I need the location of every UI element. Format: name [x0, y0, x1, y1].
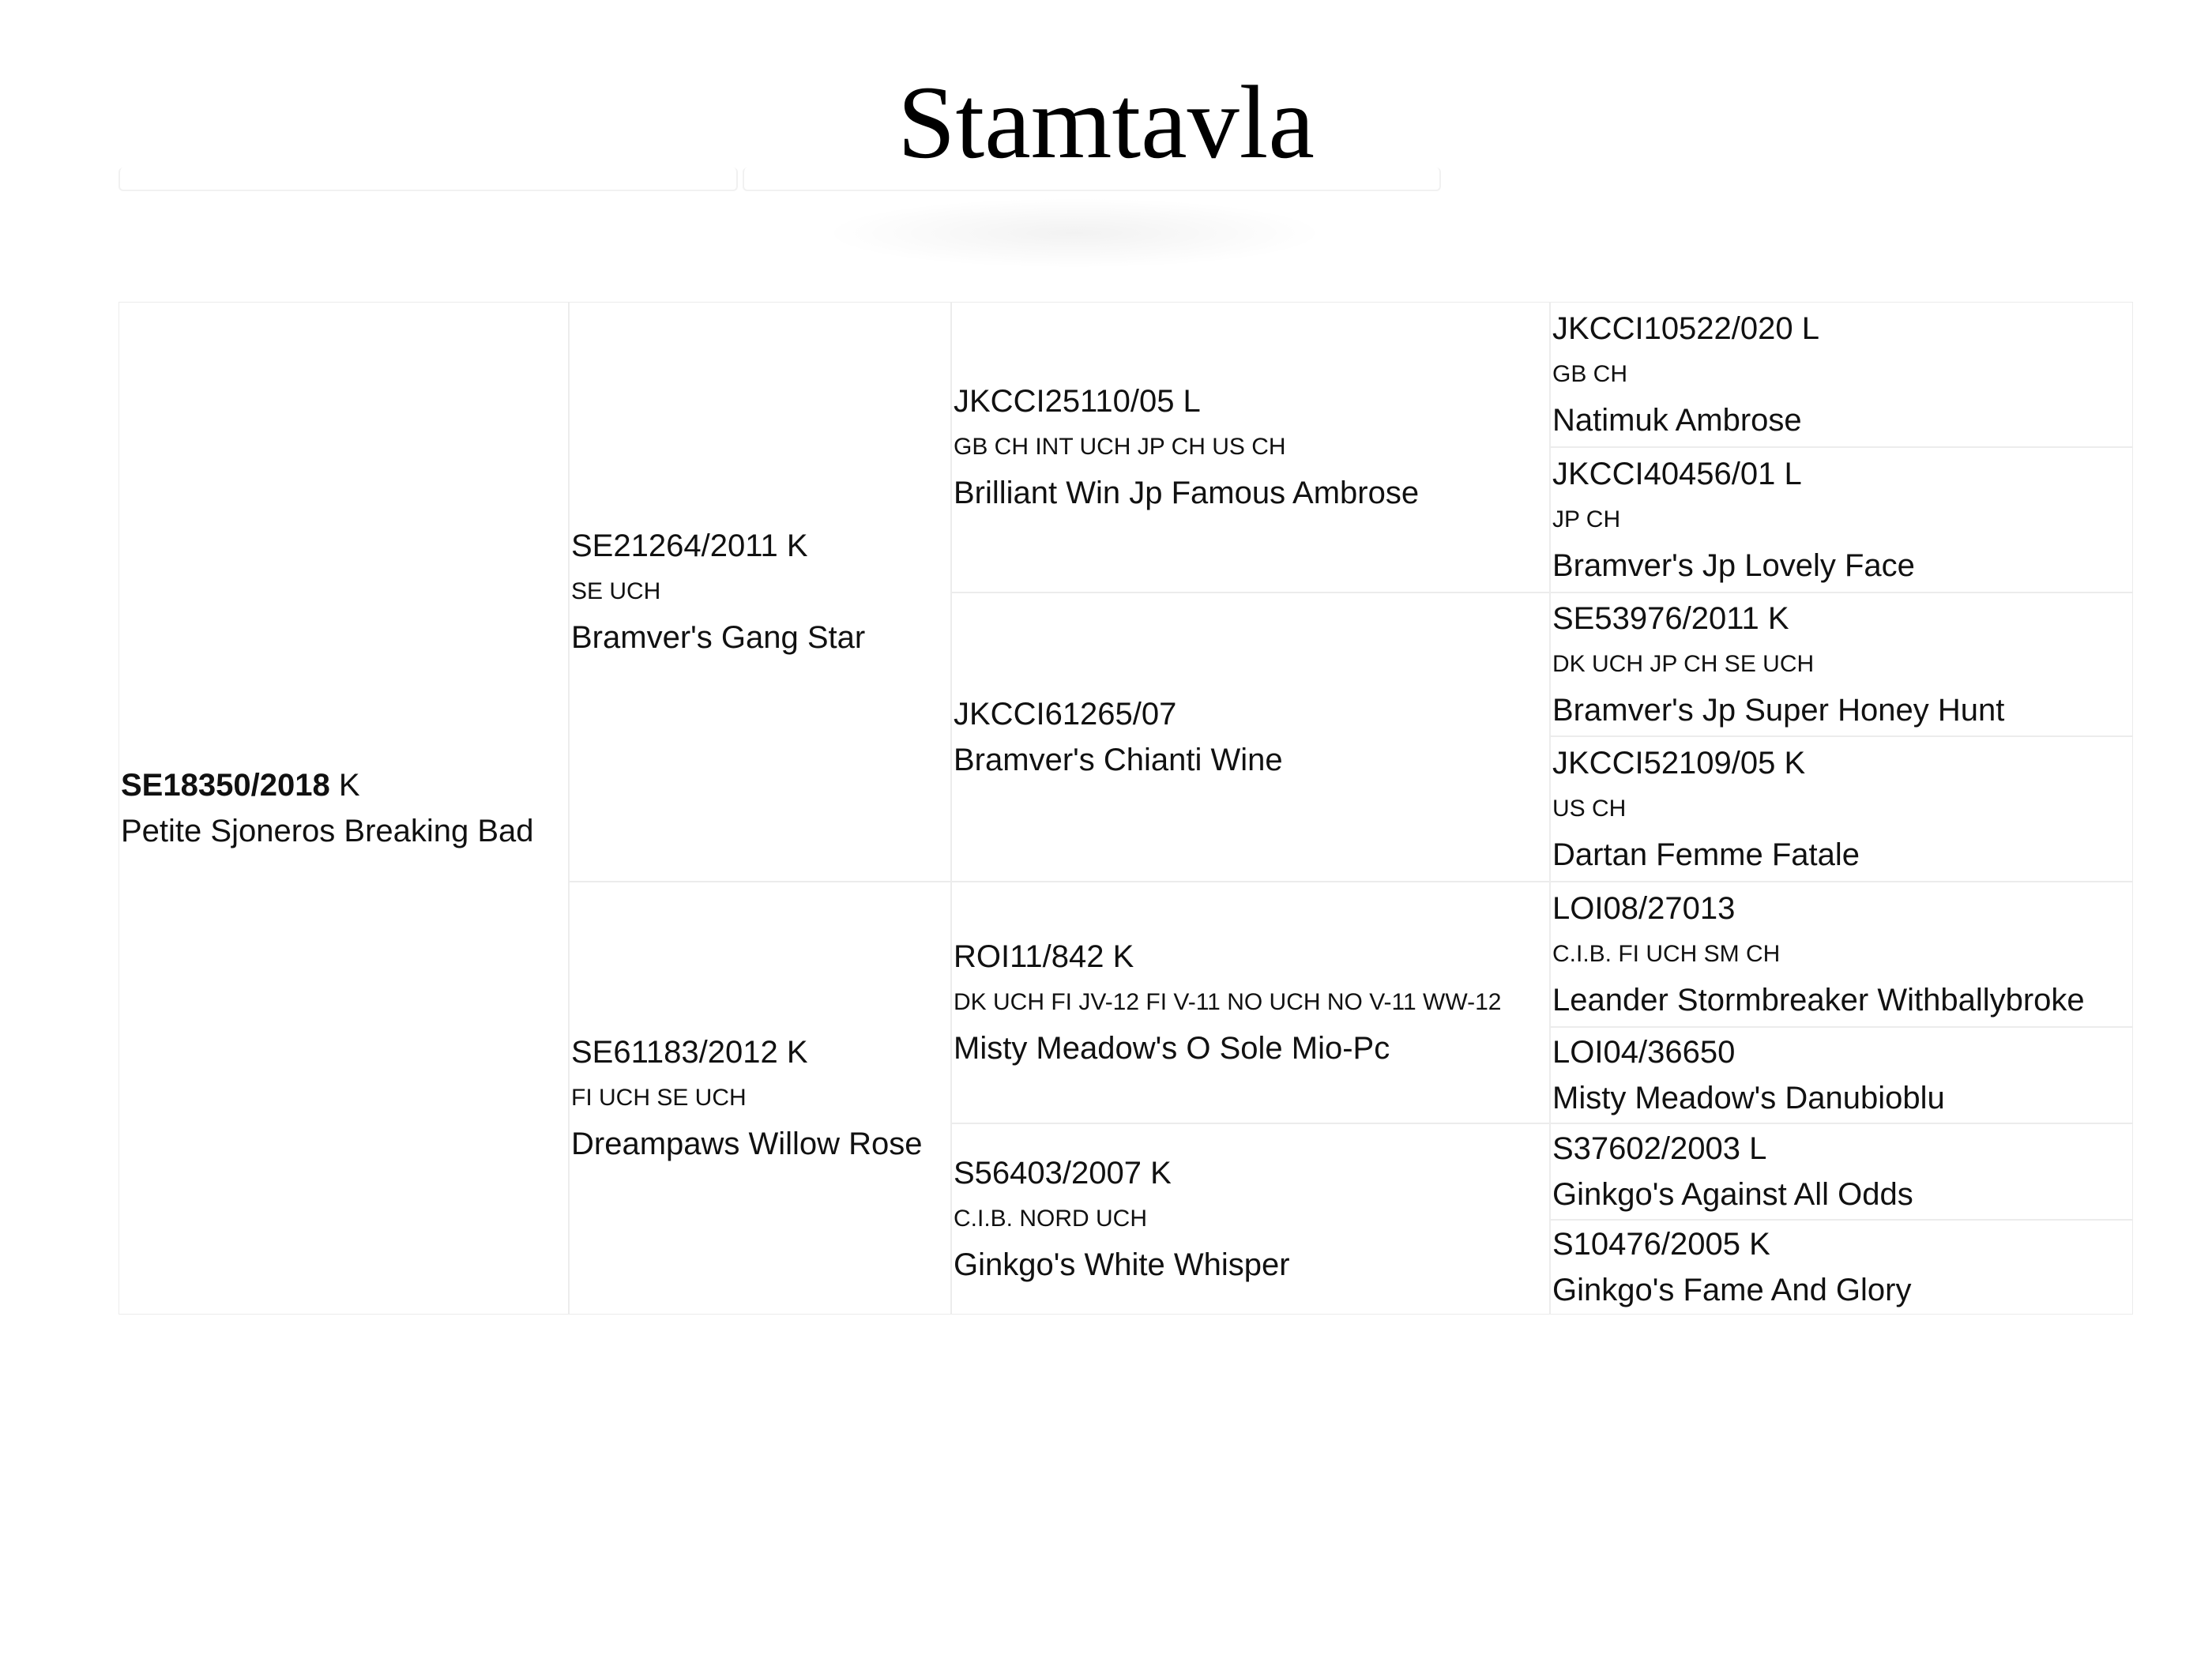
- grandparent-reg: JKCCI61265/07: [954, 697, 1177, 732]
- grandparent-name: Bramver's Chianti Wine: [954, 743, 1283, 777]
- great-grandparent-titles: GB CH: [1552, 361, 1628, 387]
- grandparent-name: Misty Meadow's O Sole Mio-Pc: [954, 1031, 1390, 1066]
- great-grandparent-name: Bramver's Jp Lovely Face: [1552, 548, 1915, 583]
- great-grandparent-name: Leander Stormbreaker Withballybroke: [1552, 983, 2085, 1018]
- great-grandparent-name: Dartan Femme Fatale: [1552, 837, 1860, 872]
- grandparent-name: Brilliant Win Jp Famous Ambrose: [954, 476, 1420, 510]
- grandparent-reg: JKCCI25110/05 L: [954, 384, 1201, 419]
- great-grandparent-cell: [1550, 447, 2133, 592]
- great-grandparent-name: Ginkgo's Fame And Glory: [1552, 1273, 1912, 1307]
- great-grandparent-cell: [1550, 1123, 2133, 1220]
- great-grandparent-name: Misty Meadow's Danubioblu: [1552, 1081, 1945, 1115]
- scan-artifact: [118, 167, 738, 191]
- dam-titles: FI UCH SE UCH: [571, 1085, 747, 1111]
- great-grandparent-reg: S37602/2003 L: [1552, 1131, 1767, 1166]
- subject-reg: [121, 762, 568, 808]
- dam-name: Dreampaws Willow Rose: [571, 1127, 923, 1161]
- great-grandparent-name: Ginkgo's Against All Odds: [1552, 1177, 1913, 1212]
- grandparent-cell: [951, 882, 1550, 1123]
- scan-artifact: [743, 167, 1441, 191]
- great-grandparent-cell: [1550, 302, 2133, 447]
- sire-titles: SE UCH: [571, 578, 661, 604]
- great-grandparent-reg: LOI04/36650: [1552, 1035, 1736, 1070]
- great-grandparent-titles: C.I.B. FI UCH SM CH: [1552, 941, 1781, 967]
- great-grandparent-titles: JP CH: [1552, 506, 1621, 532]
- great-grandparent-cell: [1550, 882, 2133, 1027]
- document-title: Stamtavla: [897, 64, 1315, 180]
- great-grandparent-reg: JKCCI52109/05 K: [1552, 746, 1806, 781]
- great-grandparent-cell: [1550, 1027, 2133, 1123]
- great-grandparent-name: Natimuk Ambrose: [1552, 403, 1802, 438]
- great-grandparent-cell: [1550, 736, 2133, 882]
- great-grandparent-reg: JKCCI40456/01 L: [1552, 457, 1802, 491]
- great-grandparent-name: Bramver's Jp Super Honey Hunt: [1552, 693, 2005, 728]
- grandparent-titles: GB CH INT UCH JP CH US CH: [954, 434, 1286, 460]
- subject-name: Petite Sjoneros Breaking Bad: [121, 814, 534, 848]
- subject-sex: K: [338, 768, 360, 803]
- dam-cell: [569, 882, 951, 1315]
- great-grandparent-reg: LOI08/27013: [1552, 891, 1736, 926]
- great-grandparent-titles: DK UCH JP CH SE UCH: [1552, 651, 1815, 677]
- grandparent-cell: [951, 302, 1550, 592]
- subject-reg-number: SE18350/2018: [121, 768, 330, 803]
- great-grandparent-reg: S10476/2005 K: [1552, 1227, 1770, 1262]
- grandparent-titles: C.I.B. NORD UCH: [954, 1206, 1148, 1232]
- scan-artifact: [822, 198, 1327, 269]
- grandparent-reg: ROI11/842 K: [954, 939, 1134, 974]
- subject-cell: [118, 302, 569, 1315]
- grandparent-titles: DK UCH FI JV-12 FI V-11 NO UCH NO V-11 WW-12: [954, 989, 1502, 1015]
- great-grandparent-reg: SE53976/2011 K: [1552, 601, 1789, 636]
- sire-name: Bramver's Gang Star: [571, 620, 866, 655]
- grandparent-reg: S56403/2007 K: [954, 1156, 1172, 1191]
- great-grandparent-reg: JKCCI10522/020 L: [1552, 311, 1820, 346]
- grandparent-cell: [951, 592, 1550, 882]
- grandparent-cell: [951, 1123, 1550, 1315]
- great-grandparent-cell: [1550, 1220, 2133, 1315]
- dam-reg: SE61183/2012 K: [571, 1035, 808, 1070]
- sire-reg: SE21264/2011 K: [571, 529, 808, 563]
- sire-cell: [569, 302, 951, 882]
- great-grandparent-titles: US CH: [1552, 796, 1627, 822]
- grandparent-name: Ginkgo's White Whisper: [954, 1247, 1290, 1282]
- great-grandparent-cell: [1550, 592, 2133, 736]
